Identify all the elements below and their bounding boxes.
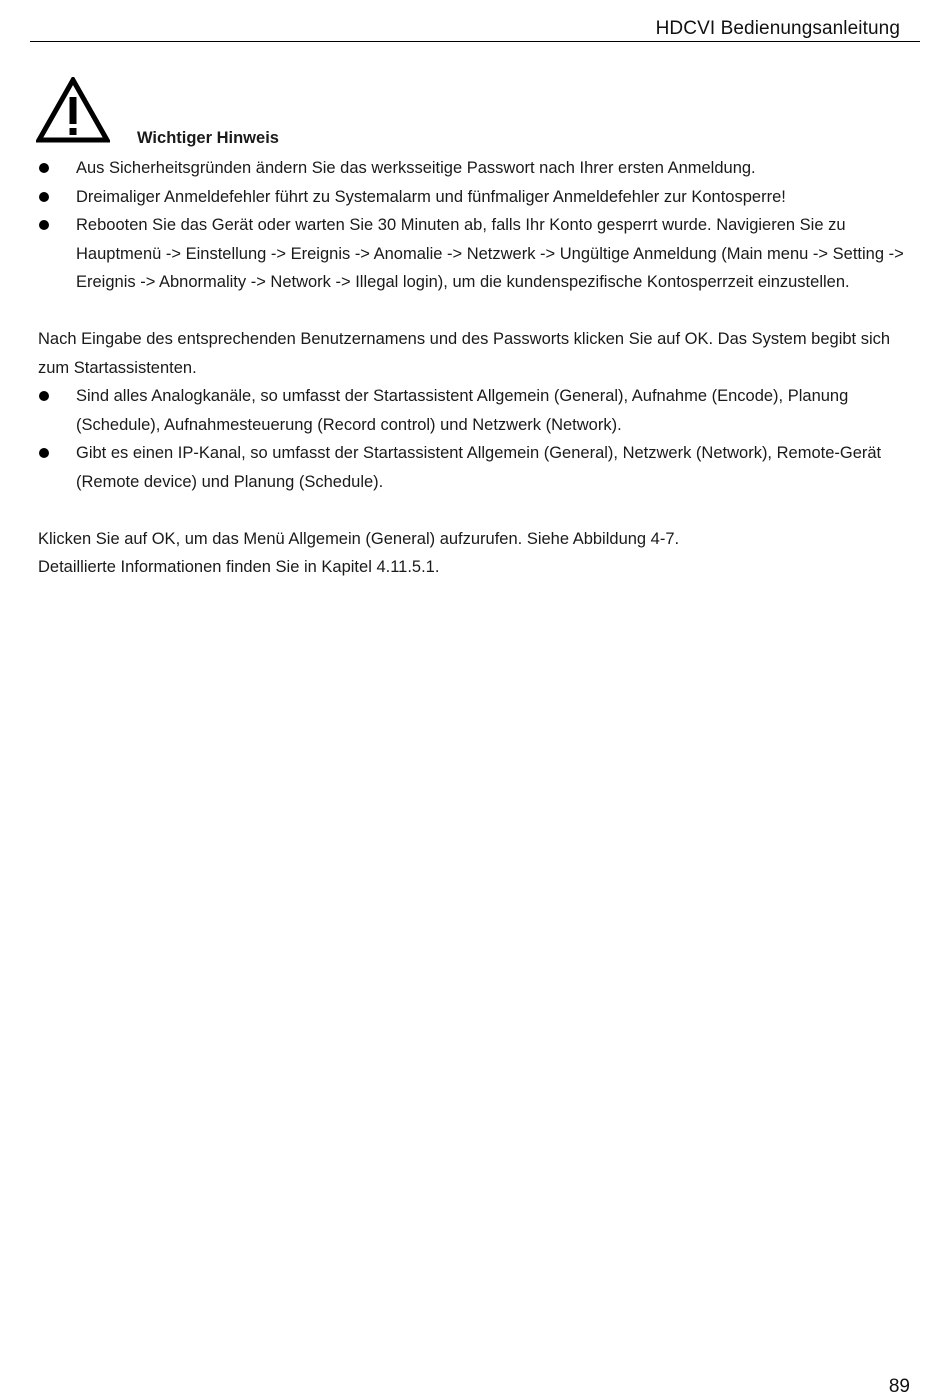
notice-item-2: Dreimaliger Anmeldefehler führt zu Systemalarm und fünfmaliger Anmeldefehler zur Kontosperre! <box>38 183 918 212</box>
page-content <box>38 154 918 582</box>
spacer <box>38 496 918 525</box>
body-paragraph-1: Nach Eingabe des entsprechenden Benutzernamens und des Passworts klicken Sie auf OK. Das System begibt sich zum Startassistenten. <box>38 330 891 377</box>
wizard-item-2: Gibt es einen IP-Kanal, so umfasst der Startassistent Allgemein (General), Netzwerk (Network), Remote-Gerät (Remote device) und Planung (Schedule). <box>38 439 918 496</box>
wizard-list <box>38 382 918 496</box>
header-title: HDCVI Bedienungsanleitung <box>655 18 900 39</box>
body-paragraph-2-line-1: Klicken Sie auf OK, um das Menü Allgemein (General) aufzurufen. Siehe Abbildung 4-7. <box>38 529 680 548</box>
notice-title: Wichtiger Hinweis <box>137 129 279 147</box>
wizard-item-1: Sind alles Analogkanäle, so umfasst der Startassistent Allgemein (General), Aufnahme (Encode), Planung (Schedule), Aufnahmesteuerung (Record control) und Netzwerk (Network). <box>38 382 918 439</box>
page-number: 89 <box>888 1376 910 1397</box>
notice-list <box>38 154 918 297</box>
warning-triangle-icon <box>36 77 110 143</box>
page-header <box>30 18 920 42</box>
notice-item-3: Rebooten Sie das Gerät oder warten Sie 30 Minuten ab, falls Ihr Konto gesperrt wurde. Navigieren Sie zu Hauptmenü -> Einstellung -> Ereignis -> Anomalie -> Netzwerk -> Ungültige Anmeldung (Main menu -> Setting -> Ereignis -> Abnormality -> Network -> Illegal login), um die kundenspezifische Kontosperrzeit einzustellen. <box>38 211 918 297</box>
spacer <box>38 297 918 326</box>
body-paragraph-2-line-2: Detaillierte Informationen finden Sie in Kapitel 4.11.5.1. <box>38 558 440 576</box>
notice-item-1: Aus Sicherheitsgründen ändern Sie das werksseitige Passwort nach Ihrer ersten Anmeldung. <box>38 154 918 183</box>
